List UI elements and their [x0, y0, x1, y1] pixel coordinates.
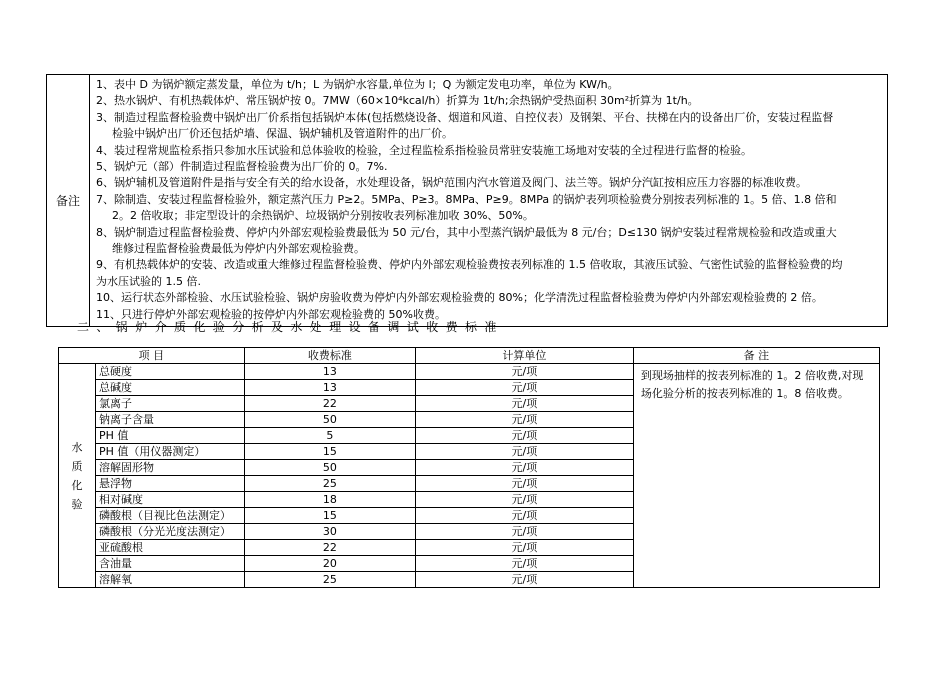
item-cell: 磷酸根（分光光度法测定） [96, 524, 245, 540]
fee-cell: 13 [244, 380, 415, 396]
item-cell: PH 值（用仪器测定） [96, 444, 245, 460]
item-cell: 含油量 [96, 556, 245, 572]
remark-cell: 到现场抽样的按表列标准的 1。2 倍收费,对现场化验分析的按表列标准的 1。8 倍收费。 [633, 364, 879, 588]
unit-cell: 元/项 [415, 444, 633, 460]
note-line: 为水压试验的 1.5 倍. [96, 274, 201, 288]
note-line: 9、有机热载体炉的安装、改造或重大维修过程监督检验费、停炉内外部宏观检验费按表列标准的 1.5 倍收取，其液压试验、气密性试验的监督检验费的均 [96, 258, 843, 272]
item-cell: 磷酸根（目视比色法测定） [96, 508, 245, 524]
fee-cell: 25 [244, 476, 415, 492]
unit-cell: 元/项 [415, 492, 633, 508]
item-cell: 氯离子 [96, 396, 245, 412]
header-item: 项 目 [59, 348, 245, 364]
unit-cell: 元/项 [415, 556, 633, 572]
fee-cell: 22 [244, 396, 415, 412]
unit-cell: 元/项 [415, 460, 633, 476]
item-cell: 溶解固形物 [96, 460, 245, 476]
fee-cell: 20 [244, 556, 415, 572]
fee-cell: 50 [244, 460, 415, 476]
unit-cell: 元/项 [415, 476, 633, 492]
unit-cell: 元/项 [415, 428, 633, 444]
header-unit: 计算单位 [415, 348, 633, 364]
item-cell: 亚硫酸根 [96, 540, 245, 556]
note-line: 8、锅炉制造过程监督检验费、停炉内外部宏观检验费最低为 50 元/台，其中小型蒸汽锅炉最低为 8 元/台；D≤130 锅炉安装过程常规检验和改造或重大 [96, 225, 837, 239]
unit-cell: 元/项 [415, 412, 633, 428]
fee-cell: 25 [244, 572, 415, 588]
item-cell: 悬浮物 [96, 476, 245, 492]
notes-table [46, 74, 888, 327]
item-cell: 相对碱度 [96, 492, 245, 508]
item-cell: 总碱度 [96, 380, 245, 396]
fee-cell: 50 [244, 412, 415, 428]
note-line: 4、装过程常规监检系指只参加水压试验和总体验收的检验，全过程监检系指检验员常驻安装施工场地对安装的全过程进行监督的检验。 [96, 143, 752, 157]
fee-table [58, 347, 880, 588]
note-line: 1、表中 D 为锅炉额定蒸发量，单位为 t/h；L 为锅炉水容量,单位为 l；Q 为额定发电功率，单位为 KW/h。 [96, 78, 619, 91]
section-heading: 二、锅炉介质化验分析及水处理设备调试收费标准 [77, 320, 504, 334]
header-fee: 收费标准 [244, 348, 415, 364]
item-cell: 总硬度 [96, 364, 245, 380]
fee-cell: 15 [244, 508, 415, 524]
category-label: 水 质 化 验 [59, 364, 96, 588]
unit-cell: 元/项 [415, 508, 633, 524]
note-line: 10、运行状态外部检验、水压试验检验、锅炉房验收费为停炉内外部宏观检验费的 80%；化学清洗过程监督检验费为停炉内外部宏观检验费的 2 倍。 [96, 291, 823, 305]
header-remark: 备 注 [633, 348, 879, 364]
notes-label: 备注 [47, 75, 90, 327]
fee-cell: 13 [244, 364, 415, 380]
notes-content [90, 75, 888, 327]
item-cell: 钠离子含量 [96, 412, 245, 428]
note-line: 维修过程监督检验费最低为停炉内外部宏观检验费。 [112, 242, 365, 256]
item-cell: PH 值 [96, 428, 245, 444]
unit-cell: 元/项 [415, 364, 633, 380]
unit-cell: 元/项 [415, 572, 633, 588]
note-line: 5、锅炉元（部）件制造过程监督检验费为出厂价的 0。7%. [96, 160, 388, 174]
unit-cell: 元/项 [415, 396, 633, 412]
unit-cell: 元/项 [415, 524, 633, 540]
note-line: 6、锅炉辅机及管道附件是指与安全有关的给水设备，水处理设备，锅炉范围内汽水管道及阀门、法兰等。锅炉分汽缸按相应压力容器的标准收费。 [96, 176, 807, 190]
note-line: 11、只进行停炉外部宏观检验的按停炉内外部宏观检验费的 50%收费。 [96, 307, 446, 321]
fee-cell: 22 [244, 540, 415, 556]
fee-cell: 18 [244, 492, 415, 508]
unit-cell: 元/项 [415, 540, 633, 556]
fee-cell: 5 [244, 428, 415, 444]
item-cell: 溶解氧 [96, 572, 245, 588]
note-line: 3、制造过程监督检验费中锅炉出厂价系指包括锅炉本体(包括燃烧设备、烟道和风道、自控仪表）及钢架、平台、扶梯在内的设备出厂价，安装过程监督 [96, 110, 834, 124]
fee-cell: 30 [244, 524, 415, 540]
fee-table-header-row [59, 348, 880, 364]
note-line: 检验中锅炉出厂价还包括炉墙、保温、锅炉辅机及管道附件的出厂价。 [112, 127, 453, 141]
note-line: 2、热水锅炉、有机热载体炉、常压锅炉按 0。7MW（60×10⁴kcal/h）折算为 1t/h;余热锅炉受热面积 30m²折算为 1t/h。 [96, 94, 699, 108]
fee-cell: 15 [244, 444, 415, 460]
note-line: 7、除制造、安装过程监督检验外，额定蒸汽压力 P≥2。5MPa、P≥3。8MPa、P≥9。8MPa 的锅炉表列项检验费分别按表列标准的 1。5 倍、1.8 倍和 [96, 192, 837, 206]
note-line: 2。2 倍收取；非定型设计的余热锅炉、垃圾锅炉分别按收表列标准加收 30%、50%。 [112, 209, 534, 223]
unit-cell: 元/项 [415, 380, 633, 396]
table-row [59, 364, 880, 380]
